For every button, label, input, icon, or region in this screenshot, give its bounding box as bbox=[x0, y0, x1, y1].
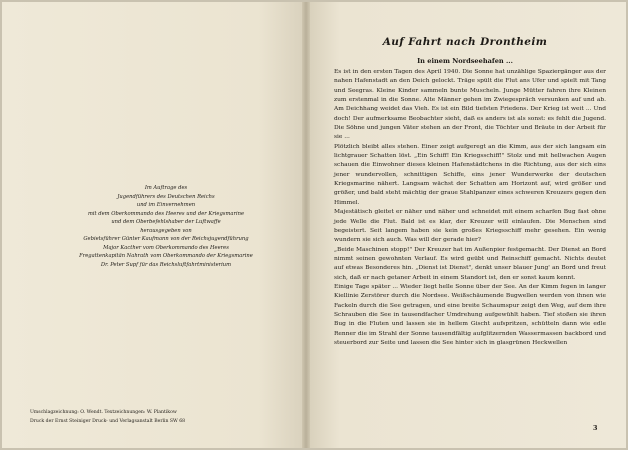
page-number: 3 bbox=[593, 424, 598, 432]
paragraph: Plötzlich bleibt alles stehen. Einer zeigt aufgeregt an die Kimm, aus der sich langsam ein lichtgrauer Schatten löst. „Ein Schiff! Ein Kriegsschiff!" Stolz und mit hellwachen Augen schauen die Einwohner dieses kleinen Hafenstädtchens in die Richtung, aus der sich eins jener wundervollen, schnittigen Schiffe, eins jener Wunderwerke der deutschen Kriegsmarine nähert. Langsam wächst der Schatten am Horizont auf, wird größer und größer, und bald steht mächtig der graue Stahlpanzer eines schweren Kreuzers gegen den Himmel. bbox=[334, 143, 606, 206]
publisher-credits bbox=[56, 184, 276, 269]
credit-line: Gebietsführer Günter Kaufmann von der Reichsjugendführung bbox=[83, 236, 249, 242]
paragraph: Majestätisch gleitet er näher und näher und schneidet mit einem scharfen Bug fast ohne jede Welle die Flut. Bald ist es klar, der Kreuzer will einlaufen. Die Menschen sind begeistert. Seit langem haben sie kein großes Kriegsschiff mehr gesehen. Ein wenig wundern sie sich auch. Was will der gerade hier? bbox=[334, 209, 606, 244]
credit-line: und dem Oberbefehlshaber der Luftwaffe bbox=[111, 219, 221, 225]
credit-line: herausgegeben von bbox=[140, 227, 192, 234]
credit-line: Fregattenkapitän Nahrath vom Oberkommando der Kriegsmarine bbox=[79, 253, 253, 259]
section-subtitle: In einem Nordseehafen ... bbox=[417, 57, 513, 65]
credit-line: und im Einvernehmen bbox=[136, 202, 196, 208]
credit-line: Jugendführers des Deutschen Reichs bbox=[117, 193, 215, 200]
paragraph: Einige Tage später ... Wieder liegt helle Sonne über der See. An der Kimm fegen in langer Kiellinie Zerstörer durch die Nordsee. Weißschäumende Bugwellen werden von ihnen wie Fackeln durch die See getragen, und eine breite Schaumspur zeigt den Weg, auf dem ihre Schrauben die See in tausendfacher Umdrehung aufgewühlt haben. Tief stoßen sie ihren Bug in die Fluten und lassen sie in hellem Gischt aufspritzen, schütteln dann wie edle Renner die im Strahl der Sonne tausendfältig aufglitzernden Wassermassen backbord und steuerbord zur Seite und lassen die See hinter sich in glasgrünen Heckwellen bbox=[334, 283, 606, 346]
imprint-line: Druck der Ernst Steiniger Druck- und Verlagsanstalt Berlin SW 68 bbox=[30, 419, 186, 424]
credit-line: Im Auftrage des bbox=[144, 185, 188, 191]
book-gutter bbox=[302, 2, 310, 448]
paragraph: Es ist in den ersten Tagen des April 1940. Die Sonne hat unzählige Spaziergänger aus der nahen Hafenstadt an den Deich gelockt. Träge spült die Flut ans Ufer und spielt mit Tang und Seegras. Kleine Kinder sammeln bunte Muscheln. Junge Mütter fahren ihre Kleinen zum erstenmal in die Sonne. Alte Männer gehen im Zwiegespräch versunken auf und ab. Am Deichhang weidet das Vieh. Es ist ein Bild tiefsten Friedens. Der Krieg ist weit ... Und doch! Der aufmerksame Beobachter sieht, daß es anders ist als sonst: es fehlt die Jugend. Die Söhne und jungen Väter stehen an der Front, die Töchter und Bräute in der Arbeit für sie ... bbox=[334, 69, 606, 141]
chapter-title: Auf Fahrt nach Drontheim bbox=[382, 36, 548, 48]
imprint bbox=[30, 408, 270, 426]
credit-line: mit dem Oberkommando des Heeres und der Kriegsmarine bbox=[87, 210, 245, 217]
body-text bbox=[334, 68, 606, 348]
paragraph: „Beide Maschinen stopp!" Der Kreuzer hat im Außenpier festgemacht. Der Dienst an Bord nimmt seinen gewohnten Verlauf. Es wird geübt und Reinschiff gemacht. Nichts deutet auf etwas Besonderes hin. „Dienst ist Dienst", denkt unser blauer Jung' an Bord und freut sich, daß er nach getaner Arbeit in einem Standort ist, den er sonst kaum kennt. bbox=[334, 246, 606, 281]
credit-line: Major Kacther vom Oberkommando des Heeres bbox=[103, 244, 229, 251]
imprint-line: Umschlagzeichnung: O. Wendt. Textzeichnungen: W. Plantikow bbox=[30, 410, 177, 415]
credit-line: Dr. Peter Supf für das Reichsluftfahrtministerium bbox=[100, 261, 232, 268]
